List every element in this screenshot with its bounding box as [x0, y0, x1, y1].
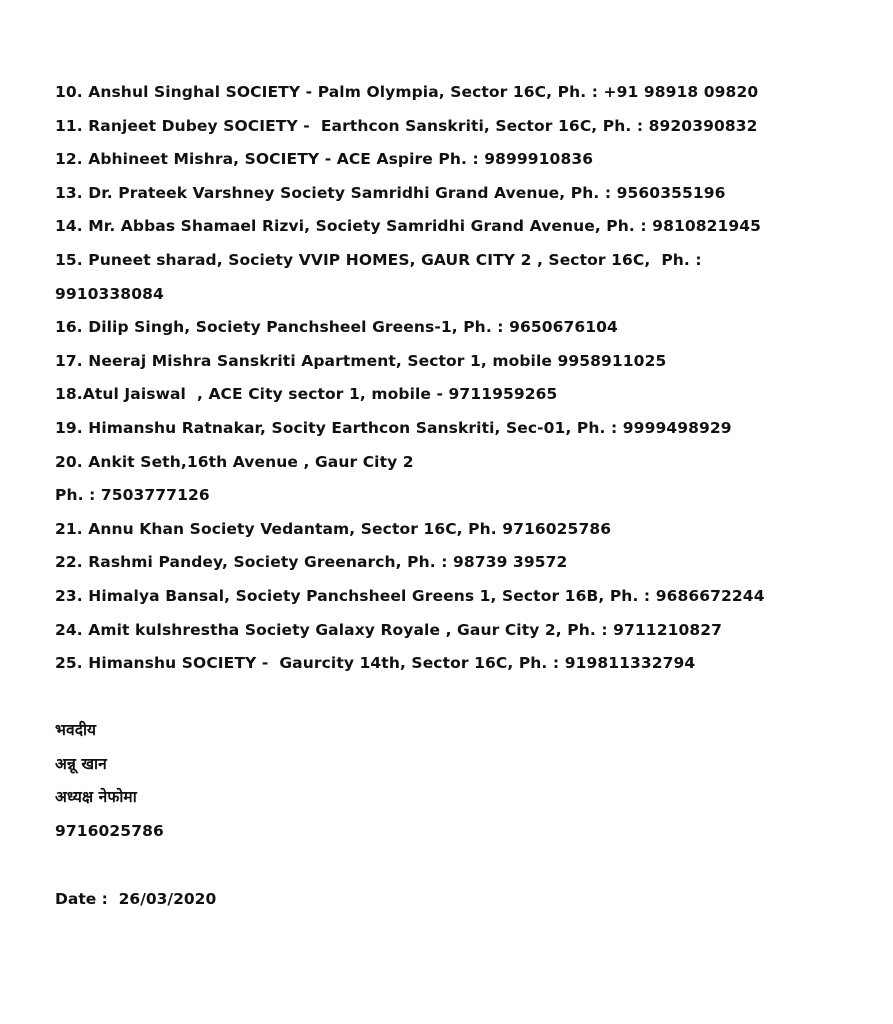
- list-item: 25. Himanshu SOCIETY - Gaurcity 14th, Sector 16C, Ph. : 919811332794: [55, 654, 696, 673]
- list-item: 17. Neeraj Mishra Sanskriti Apartment, Sector 1, mobile 9958911025: [55, 351, 667, 370]
- list-item: 18.Atul Jaiswal , ACE City sector 1, mobile - 9711959265: [55, 385, 558, 404]
- list-item-continuation: Ph. : 7503777126: [55, 486, 210, 505]
- signatory-name: अन्नू खान: [55, 754, 107, 773]
- list-item: 21. Annu Khan Society Vedantam, Sector 16C, Ph. 9716025786: [55, 519, 612, 538]
- signatory-designation: अध्यक्ष नेफोमा: [55, 788, 137, 807]
- list-item: 24. Amit kulshrestha Society Galaxy Royale , Gaur City 2, Ph. : 9711210827: [55, 620, 723, 639]
- list-item: 12. Abhineet Mishra, SOCIETY - ACE Aspire Ph. : 9899910836: [55, 150, 594, 169]
- list-item: 14. Mr. Abbas Shamael Rizvi, Society Samridhi Grand Avenue, Ph. : 9810821945: [55, 217, 762, 236]
- list-item: 20. Ankit Seth,16th Avenue , Gaur City 2: [55, 452, 414, 471]
- list-item: 22. Rashmi Pandey, Society Greenarch, Ph. : 98739 39572: [55, 553, 568, 572]
- closing-text: भवदीय: [55, 721, 97, 739]
- list-item: 23. Himalya Bansal, Society Panchsheel Greens 1, Sector 16B, Ph. : 9686672244: [55, 586, 765, 605]
- signatory-phone: 9716025786: [55, 821, 164, 840]
- list-item-continuation: 9910338084: [55, 284, 164, 303]
- date-line: Date : 26/03/2020: [55, 890, 217, 908]
- list-item: 16. Dilip Singh, Society Panchsheel Greens-1, Ph. : 9650676104: [55, 318, 618, 337]
- list-item: 15. Puneet sharad, Society VVIP HOMES, GAUR CITY 2 , Sector 16C, Ph. :: [55, 250, 702, 269]
- list-item: 11. Ranjeet Dubey SOCIETY - Earthcon Sanskriti, Sector 16C, Ph. : 8920390832: [55, 116, 758, 135]
- signature-block: [55, 716, 455, 850]
- list-item: 10. Anshul Singhal SOCIETY - Palm Olympia, Sector 16C, Ph. : +91 98918 09820: [55, 83, 759, 101]
- society-contact-list: [55, 78, 865, 683]
- list-item: 13. Dr. Prateek Varshney Society Samridhi Grand Avenue, Ph. : 9560355196: [55, 183, 726, 202]
- list-item: 19. Himanshu Ratnakar, Socity Earthcon Sanskriti, Sec-01, Ph. : 9999498929: [55, 418, 732, 437]
